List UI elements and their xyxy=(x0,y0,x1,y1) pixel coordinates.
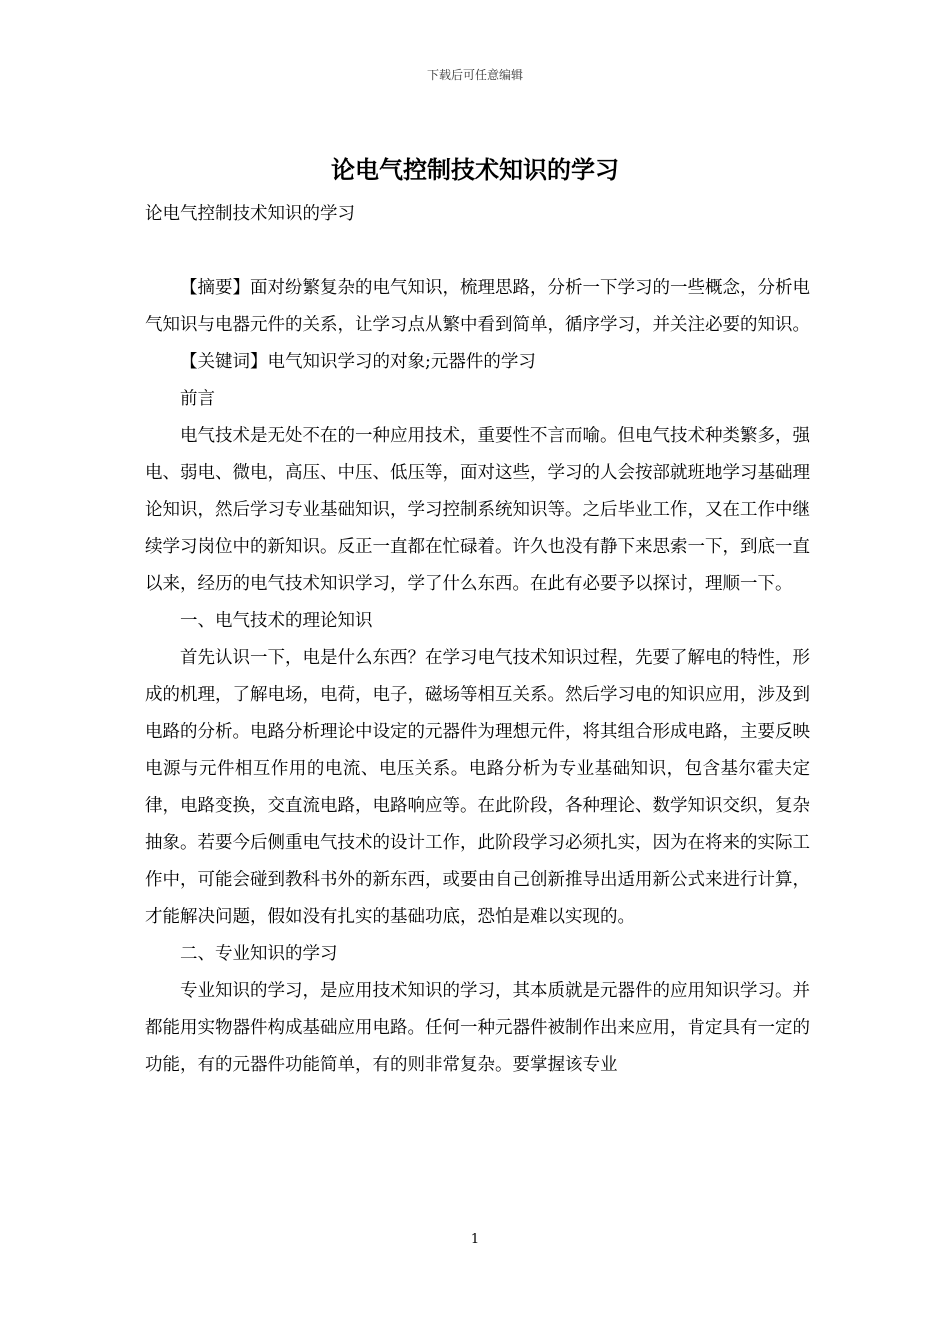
preface-paragraph: 电气技术是无处不在的一种应用技术，重要性不言而喻。但电气技术种类繁多，强电、弱电、微电，高压、中压、低压等，面对这些，学习的人会按部就班地学习基础理论知识，然后学习专业基础知识，学习控制系统知识等。之后毕业工作，又在工作中继续学习岗位中的新知识。反正一直都在忙碌着。许久也没有静下来思索一下，到底一直以来，经历的电气技术知识学习，学了什么东西。在此有必要予以探讨，理顺一下。 xyxy=(145,426,810,594)
section-heading-2: 二、专业知识的学习 xyxy=(180,944,338,964)
document-body xyxy=(145,196,810,1084)
document-subtitle: 论电气控制技术知识的学习 xyxy=(145,204,355,224)
abstract-paragraph: 【摘要】面对纷繁复杂的电气知识，梳理思路，分析一下学习的一些概念，分析电气知识与电器元件的关系，让学习点从繁中看到简单，循序学习，并关注必要的知识。 xyxy=(145,278,810,335)
section-heading-1: 一、电气技术的理论知识 xyxy=(180,611,373,631)
section-paragraph-2: 专业知识的学习，是应用技术知识的学习，其本质就是元器件的应用知识学习。并都能用实物器件构成基础应用电路。任何一种元器件被制作出来应用，肯定具有一定的功能，有的元器件功能简单，有的则非常复杂。要掌握该专业 xyxy=(145,981,810,1075)
section-paragraph-1: 首先认识一下，电是什么东西？在学习电气技术知识过程，先要了解电的特性，形成的机理，了解电场，电荷，电子，磁场等相互关系。然后学习电的知识应用，涉及到电路的分析。电路分析理论中设定的元器件为理想元件，将其组合形成电路，主要反映电源与元件相互作用的电流、电压关系。电路分析为专业基础知识，包含基尔霍夫定律，电路变换，交直流电路，电路响应等。在此阶段，各种理论、数学知识交织，复杂抽象。若要今后侧重电气技术的设计工作，此阶段学习必须扎实，因为在将来的实际工作中，可能会碰到教科书外的新东西，或要由自己创新推导出适用新公式来进行计算，才能解决问题，假如没有扎实的基础功底，恐怕是难以实现的。 xyxy=(145,648,810,927)
document-title: 论电气控制技术知识的学习 xyxy=(331,155,619,184)
keywords-paragraph: 【关键词】电气知识学习的对象;元器件的学习 xyxy=(180,352,536,372)
header-note: 下载后可任意编辑 xyxy=(426,68,523,82)
page-number: 1 xyxy=(470,1232,480,1247)
preface-heading: 前言 xyxy=(180,389,215,409)
